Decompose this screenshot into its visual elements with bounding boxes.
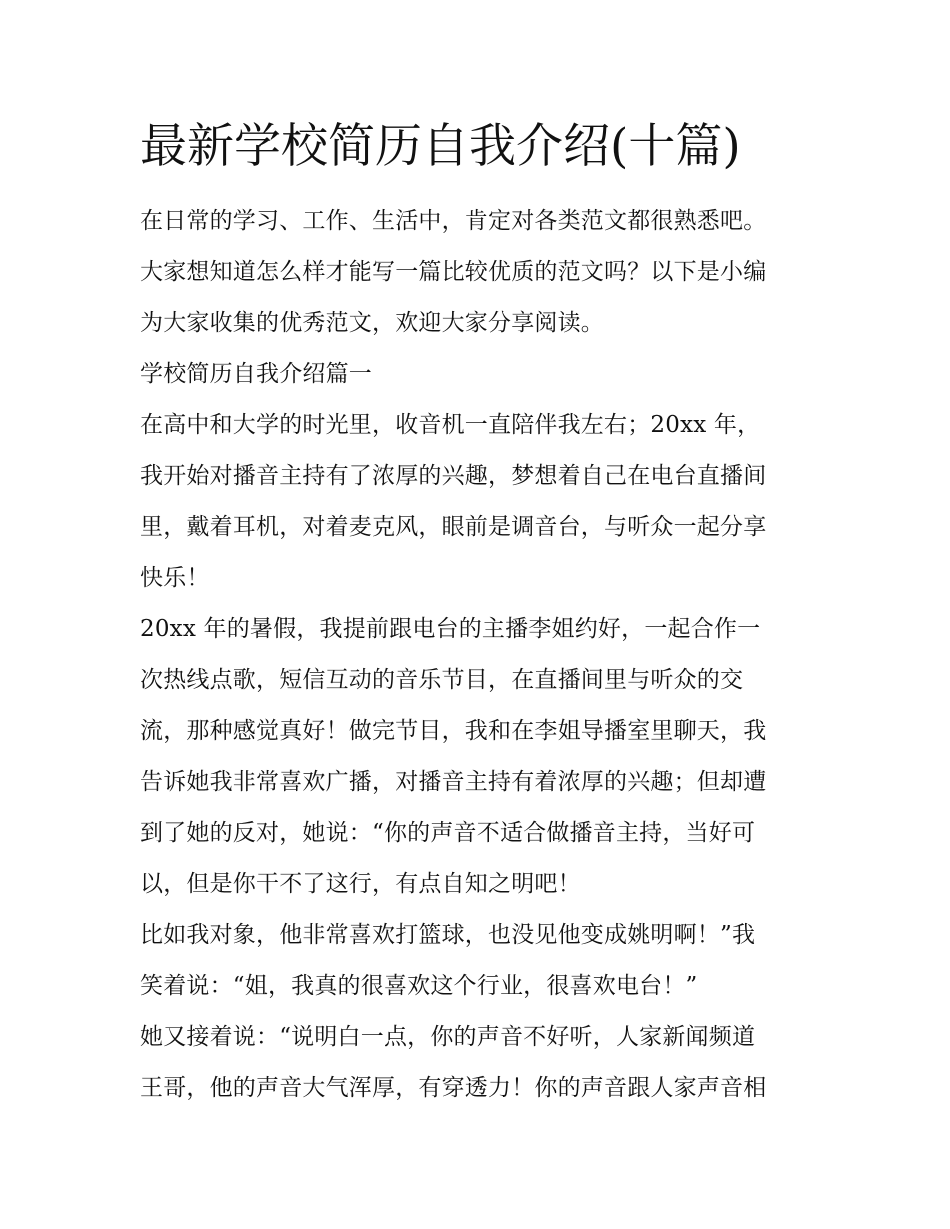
paragraph-line: 为大家收集的优秀范文，欢迎大家分享阅读。 [140,310,604,336]
paragraph-line: 以，但是你干不了这行，有点自知之明吧！ [140,871,581,897]
paragraph-line: 流，那种感觉真好！做完节目，我和在李姐导播室里聊天，我 [140,718,767,744]
paragraph-line: 大家想知道怎么样才能写一篇比较优质的范文吗？以下是小编 [140,259,767,285]
paragraph-line: 王哥，他的声音大气浑厚，有穿透力！你的声音跟人家声音相 [140,1075,767,1101]
paragraph-line: 里，戴着耳机，对着麦克风，眼前是调音台，与听众一起分享 [140,514,767,540]
paragraph-line: 次热线点歌，短信互动的音乐节目，在直播间里与听众的交 [140,667,744,693]
section-heading: 学校简历自我介绍篇一 [140,361,372,387]
paragraph-line: 她又接着说：“说明白一点，你的声音不好听，人家新闻频道 [140,1024,756,1050]
paragraph-line: 在高中和大学的时光里，收音机一直陪伴我左右；20xx 年， [140,412,761,438]
paragraph-line: 20xx 年的暑假，我提前跟电台的主播李姐约好，一起合作一 [140,616,761,642]
paragraph-line: 告诉她我非常喜欢广播，对播音主持有着浓厚的兴趣；但却遭 [140,769,767,795]
document-body [140,196,830,1114]
paragraph-line: 快乐！ [140,565,210,591]
paragraph-line: 比如我对象，他非常喜欢打篮球，也没见他变成姚明啊！”我 [140,922,756,948]
paragraph-line: 到了她的反对，她说：“你的声音不适合做播音主持，当好可 [140,820,756,846]
paragraph-line: 在日常的学习、工作、生活中，肯定对各类范文都很熟悉吧。 [140,208,767,234]
paragraph-line: 我开始对播音主持有了浓厚的兴趣，梦想着自己在电台直播间 [140,463,767,489]
document-title: 最新学校简历自我介绍(十篇) [140,119,741,174]
paragraph-line: 笑着说：“姐，我真的很喜欢这个行业，很喜欢电台！” [140,973,698,999]
